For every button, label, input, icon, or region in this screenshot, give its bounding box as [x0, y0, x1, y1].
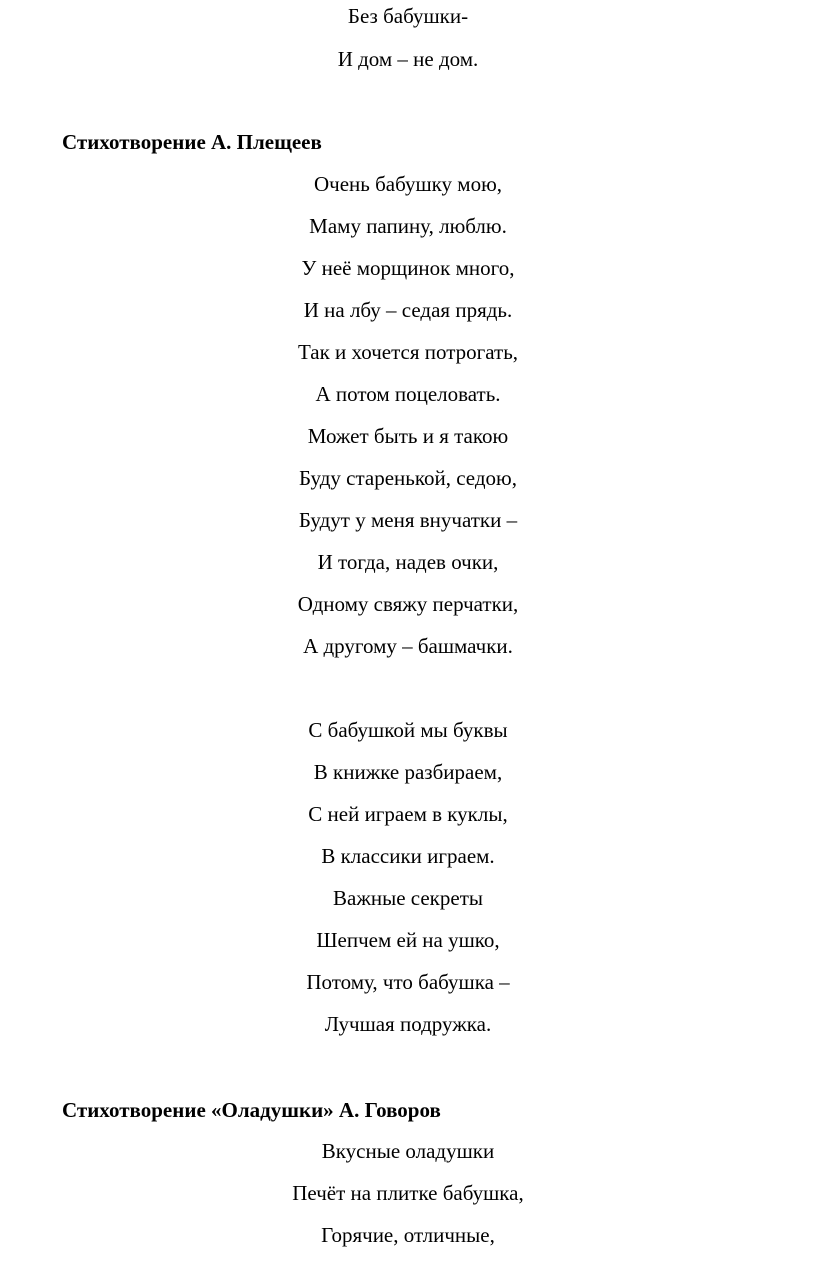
poem-line: Горячие, отличные, [321, 1223, 495, 1247]
poem-line: Буду старенькой, седою, [299, 466, 517, 490]
poem-line: А потом поцеловать. [315, 382, 501, 406]
intro-line: И дом – не дом. [337, 47, 479, 71]
poem-line: Одному свяжу перчатки, [297, 592, 519, 616]
poem-line: У неё морщинок много, [301, 256, 515, 280]
poem-line: Потому, что бабушка – [306, 970, 510, 994]
poem-line: Лучшая подружка. [324, 1012, 492, 1036]
intro-line: Без бабушки- [347, 4, 469, 28]
poem-line: Вкусные оладушки [321, 1139, 495, 1163]
poem-line: В классики играем. [321, 844, 495, 868]
poem-line: Печёт на плитке бабушка, [292, 1181, 524, 1205]
poem-line: Шепчем ей на ушко, [316, 928, 500, 952]
poem-line: В книжке разбираем, [313, 760, 503, 784]
poem-heading: Стихотворение А. Плещеев [62, 130, 322, 154]
poem-line: С ней играем в куклы, [308, 802, 508, 826]
poem-line: Так и хочется потрогать, [297, 340, 519, 364]
poem-line: Будут у меня внучатки – [298, 508, 518, 532]
poem-line: И тогда, надев очки, [317, 550, 499, 574]
poem-line: Маму папину, люблю. [309, 214, 507, 238]
poem-line: А другому – башмачки. [303, 634, 513, 658]
poem-line: Важные секреты [333, 886, 483, 910]
poem-heading: Стихотворение «Оладушки» А. Говоров [62, 1098, 441, 1122]
poem-line: Очень бабушку мою, [313, 172, 503, 196]
poem-line: И на лбу – седая прядь. [303, 298, 513, 322]
poem-line: С бабушкой мы буквы [308, 718, 508, 742]
poem-line: Может быть и я такою [307, 424, 509, 448]
